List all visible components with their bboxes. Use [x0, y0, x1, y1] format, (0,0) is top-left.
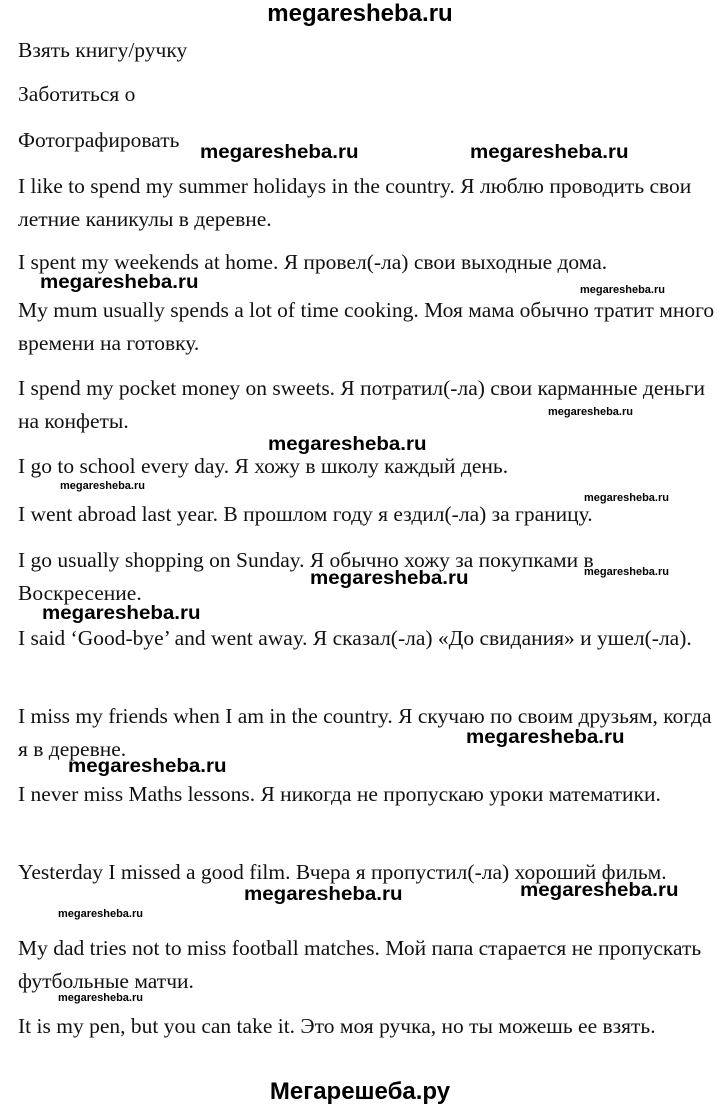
- text-line-5: I spent my weekends at home. Я провел(-ла) свои выходные дома.: [18, 250, 608, 274]
- text-line-10: I go usually shopping on Sunday. Я обычно хожу за покупками в Воскресение.: [18, 548, 594, 605]
- text-line-6: My mum usually spends a lot of time cooking. Моя мама обычно тратит много времени на готовку.: [18, 298, 715, 355]
- watermark: megaresheba.ru: [584, 566, 669, 578]
- watermark: megaresheba.ru: [244, 884, 403, 905]
- watermark: megaresheba.ru: [580, 284, 665, 296]
- watermark: megaresheba.ru: [548, 406, 633, 418]
- footer-site-title: Мегарешеба.ру: [269, 1078, 451, 1105]
- text-line-2: Заботиться о: [18, 82, 136, 106]
- text-line-4: I like to spend my summer holidays in the country. Я люблю проводить свои летние каникулы в деревне.: [18, 174, 692, 231]
- watermark: megaresheba.ru: [310, 568, 469, 589]
- watermark: megaresheba.ru: [584, 492, 669, 504]
- watermark: megaresheba.ru: [200, 142, 359, 163]
- watermark: megaresheba.ru: [58, 992, 143, 1004]
- text-line-3: Фотографировать: [18, 128, 180, 152]
- text-line-15: My dad tries not to miss football matches. Мой папа старается не пропускать футбольные матчи.: [18, 936, 702, 993]
- header-site-title: megaresheba.ru: [267, 0, 453, 27]
- watermark: megaresheba.ru: [470, 142, 629, 163]
- watermark: megaresheba.ru: [466, 727, 625, 748]
- watermark: megaresheba.ru: [42, 603, 201, 624]
- text-line-14: Yesterday I missed a good film. Вчера я пропустил(-ла) хороший фильм.: [18, 860, 667, 884]
- watermark: megaresheba.ru: [58, 908, 143, 920]
- text-line-7: I spend my pocket money on sweets. Я потратил(-ла) свои карманные деньги на конфеты.: [18, 376, 706, 433]
- text-line-16: It is my pen, but you can take it. Это моя ручка, но ты можешь ее взять.: [18, 1014, 656, 1038]
- text-line-11: I said ‘Good-bye’ and went away. Я сказал(-ла) «До свидания» и ушел(-ла).: [18, 626, 692, 650]
- watermark: megaresheba.ru: [60, 480, 145, 492]
- text-line-13: I never miss Maths lessons. Я никогда не пропускаю уроки математики.: [18, 782, 661, 806]
- text-line-8: I go to school every day. Я хожу в школу каждый день.: [18, 454, 509, 478]
- text-line-12: I miss my friends when I am in the country. Я скучаю по своим друзьям, когда я в деревне.: [18, 704, 712, 761]
- watermark: megaresheba.ru: [520, 880, 679, 901]
- text-line-9: I went abroad last year. В прошлом году я ездил(-ла) за границу.: [18, 502, 593, 526]
- watermark: megaresheba.ru: [40, 272, 199, 293]
- watermark: megaresheba.ru: [68, 756, 227, 777]
- text-line-1: Взять книгу/ручку: [18, 38, 188, 62]
- watermark: megaresheba.ru: [268, 434, 427, 455]
